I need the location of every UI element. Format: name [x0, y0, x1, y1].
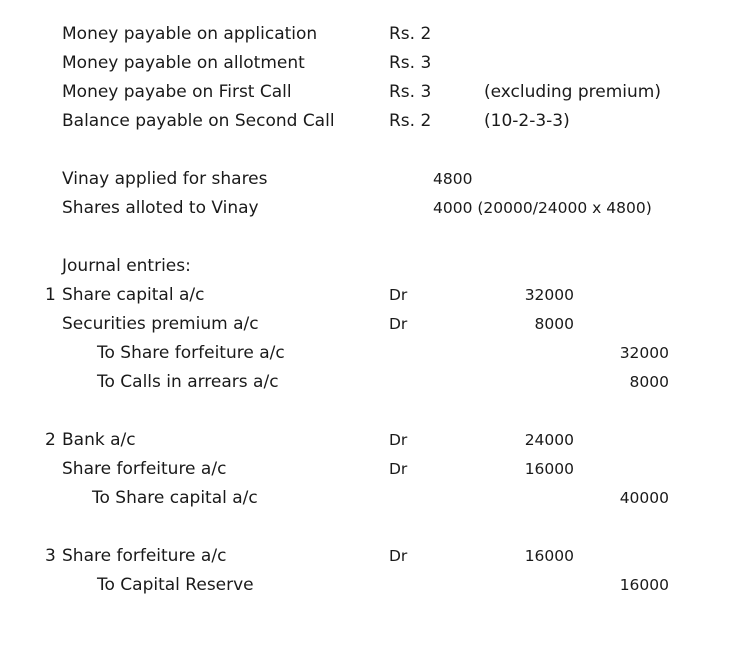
payment-label: Money payabe on First Call [62, 82, 292, 102]
payment-amount: Rs. 3 [389, 82, 432, 102]
credit-amount: 32000 [619, 344, 669, 362]
entry-number: 2 [45, 430, 56, 450]
entry-number: 3 [45, 546, 56, 566]
debit-amount: 24000 [524, 431, 574, 449]
debit-amount: 16000 [524, 460, 574, 478]
payment-label: Money payable on allotment [62, 53, 305, 73]
dr-marker: Dr [389, 460, 408, 478]
payment-amount: Rs. 2 [389, 111, 432, 131]
applied-value: 4800 [433, 170, 473, 188]
entry-account: Share forfeiture a/c [62, 546, 227, 566]
journal-title: Journal entries: [62, 256, 191, 276]
payment-note: (excluding premium) [484, 82, 661, 102]
debit-amount: 8000 [534, 315, 574, 333]
entry-account: To Calls in arrears a/c [97, 372, 279, 392]
entry-account: Bank a/c [62, 430, 136, 450]
dr-marker: Dr [389, 547, 408, 565]
payment-amount: Rs. 3 [389, 53, 432, 73]
payment-label: Money payable on application [62, 24, 318, 44]
debit-amount: 16000 [524, 547, 574, 565]
entry-account: To Share capital a/c [92, 488, 258, 508]
entry-account: Share forfeiture a/c [62, 459, 227, 479]
dr-marker: Dr [389, 286, 408, 304]
credit-amount: 8000 [629, 373, 669, 391]
entry-account: To Share forfeiture a/c [97, 343, 285, 363]
payment-label: Balance payable on Second Call [62, 111, 335, 131]
allotted-value: 4000 (20000/24000 x 4800) [433, 199, 652, 217]
entry-number: 1 [45, 285, 56, 305]
entry-account: Securities premium a/c [62, 314, 259, 334]
credit-amount: 40000 [619, 489, 669, 507]
dr-marker: Dr [389, 431, 408, 449]
credit-amount: 16000 [619, 576, 669, 594]
applied-label: Vinay applied for shares [62, 169, 268, 189]
payment-note: (10-2-3-3) [484, 111, 570, 131]
allotted-label: Shares alloted to Vinay [62, 198, 259, 218]
debit-amount: 32000 [524, 286, 574, 304]
payment-amount: Rs. 2 [389, 24, 432, 44]
entry-account: Share capital a/c [62, 285, 205, 305]
dr-marker: Dr [389, 315, 408, 333]
entry-account: To Capital Reserve [97, 575, 254, 595]
